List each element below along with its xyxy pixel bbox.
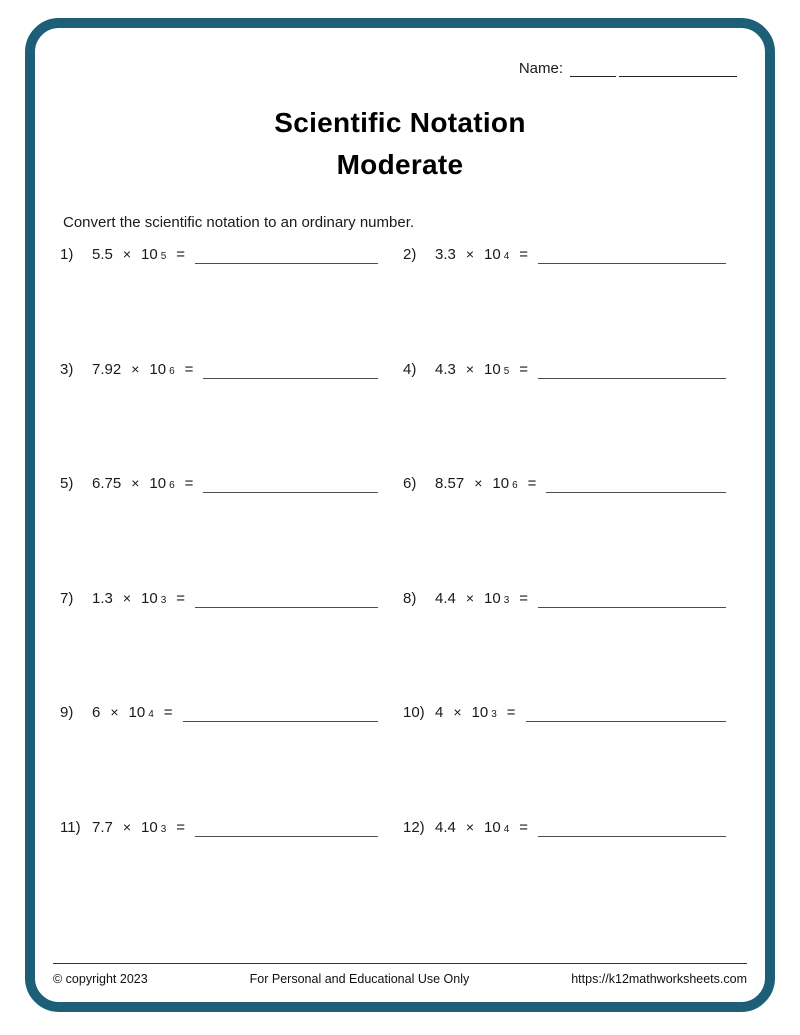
problem-3 xyxy=(60,361,403,476)
problem-number: 9) xyxy=(60,704,74,721)
problem-number: 1) xyxy=(60,246,74,263)
coefficient: 7.7 xyxy=(92,818,113,836)
exponent: 3 xyxy=(160,823,167,835)
multiply-sign: × xyxy=(122,246,132,262)
problem-2 xyxy=(403,246,732,361)
website-link[interactable]: https://k12mathworksheets.com xyxy=(571,972,747,986)
coefficient: 4.3 xyxy=(435,360,456,378)
exponent: 6 xyxy=(512,480,518,491)
coefficient: 6 xyxy=(92,704,101,721)
page-footer xyxy=(53,963,747,986)
problem-6 xyxy=(403,475,732,590)
problem-5 xyxy=(60,475,403,590)
equals-sign: = xyxy=(519,589,529,607)
problem-number: 2) xyxy=(403,246,417,263)
base: 10 xyxy=(141,818,158,836)
base: 10 xyxy=(149,475,167,492)
equals-sign: = xyxy=(176,246,186,263)
page-title xyxy=(35,102,765,186)
answer-line xyxy=(538,836,726,837)
equals-sign: = xyxy=(176,818,186,836)
coefficient: 4.4 xyxy=(435,818,456,836)
base: 10 xyxy=(484,589,501,607)
title-line-1: Scientific Notation xyxy=(274,107,526,138)
coefficient: 6.75 xyxy=(92,475,122,492)
problem-12 xyxy=(403,819,732,934)
coefficient: 4 xyxy=(435,704,444,721)
exponent: 3 xyxy=(160,594,167,606)
base: 10 xyxy=(492,475,510,492)
answer-line xyxy=(203,378,378,379)
equals-sign: = xyxy=(519,360,529,378)
multiply-sign: × xyxy=(122,818,132,835)
title-line-2: Moderate xyxy=(336,149,464,180)
base: 10 xyxy=(128,704,146,721)
multiply-sign: × xyxy=(110,704,119,720)
problem-number: 6) xyxy=(403,475,417,492)
answer-line xyxy=(195,607,378,608)
coefficient: 3.3 xyxy=(435,246,456,263)
answer-line xyxy=(195,836,378,837)
problem-number: 11) xyxy=(60,818,81,836)
multiply-sign: × xyxy=(131,360,140,377)
problem-8 xyxy=(403,590,732,705)
copyright-text: © copyright 2023 xyxy=(53,972,148,986)
exponent: 6 xyxy=(169,480,175,491)
problem-4 xyxy=(403,361,732,476)
problem-number: 8) xyxy=(403,589,417,607)
name-blank-line xyxy=(570,76,616,77)
problem-number: 12) xyxy=(403,818,425,836)
name-field xyxy=(519,60,737,77)
equals-sign: = xyxy=(506,704,516,721)
equals-sign: = xyxy=(163,704,173,721)
answer-line xyxy=(538,607,726,608)
problem-1 xyxy=(60,246,403,361)
coefficient: 8.57 xyxy=(435,475,465,492)
answer-line xyxy=(526,721,726,722)
exponent: 3 xyxy=(503,594,510,606)
base: 10 xyxy=(471,704,489,721)
answer-line xyxy=(546,492,726,493)
multiply-sign: × xyxy=(465,360,475,377)
problem-number: 5) xyxy=(60,475,74,492)
name-blank-line xyxy=(619,76,737,77)
multiply-sign: × xyxy=(465,818,475,835)
base: 10 xyxy=(484,246,501,263)
problem-list xyxy=(60,246,732,933)
answer-line xyxy=(195,263,378,264)
problem-number: 3) xyxy=(60,360,74,378)
answer-line xyxy=(538,263,726,264)
answer-line xyxy=(183,721,378,722)
equals-sign: = xyxy=(519,818,529,836)
answer-line xyxy=(538,378,726,379)
problem-number: 4) xyxy=(403,360,417,378)
exponent: 5 xyxy=(503,365,510,377)
problem-number: 7) xyxy=(60,589,74,607)
equals-sign: = xyxy=(184,475,194,492)
multiply-sign: × xyxy=(122,589,132,606)
equals-sign: = xyxy=(519,246,529,263)
problem-10 xyxy=(403,704,732,819)
usage-text: For Personal and Educational Use Only xyxy=(249,972,470,986)
equals-sign: = xyxy=(184,360,194,378)
base: 10 xyxy=(141,246,158,263)
worksheet-page-border xyxy=(25,18,775,1012)
instruction-text: Convert the scientific notation to an ordinary number. xyxy=(63,214,415,231)
exponent: 6 xyxy=(169,365,175,377)
problem-11 xyxy=(60,819,403,934)
problem-7 xyxy=(60,590,403,705)
exponent: 4 xyxy=(503,251,510,262)
coefficient: 7.92 xyxy=(92,360,122,378)
multiply-sign: × xyxy=(465,246,475,262)
problem-number: 10) xyxy=(403,704,425,721)
problem-9 xyxy=(60,704,403,819)
multiply-sign: × xyxy=(453,704,462,720)
base: 10 xyxy=(484,360,501,378)
base: 10 xyxy=(149,360,167,378)
coefficient: 5.5 xyxy=(92,246,113,263)
multiply-sign: × xyxy=(474,475,483,491)
base: 10 xyxy=(484,818,501,836)
multiply-sign: × xyxy=(131,475,140,491)
exponent: 3 xyxy=(491,709,497,720)
coefficient: 1.3 xyxy=(92,589,113,607)
equals-sign: = xyxy=(527,475,537,492)
coefficient: 4.4 xyxy=(435,589,456,607)
answer-line xyxy=(203,492,378,493)
equals-sign: = xyxy=(176,589,186,607)
base: 10 xyxy=(141,589,158,607)
exponent: 5 xyxy=(160,251,167,262)
multiply-sign: × xyxy=(465,589,475,606)
name-label: Name: xyxy=(518,60,563,77)
exponent: 4 xyxy=(503,823,510,835)
exponent: 4 xyxy=(148,709,154,720)
